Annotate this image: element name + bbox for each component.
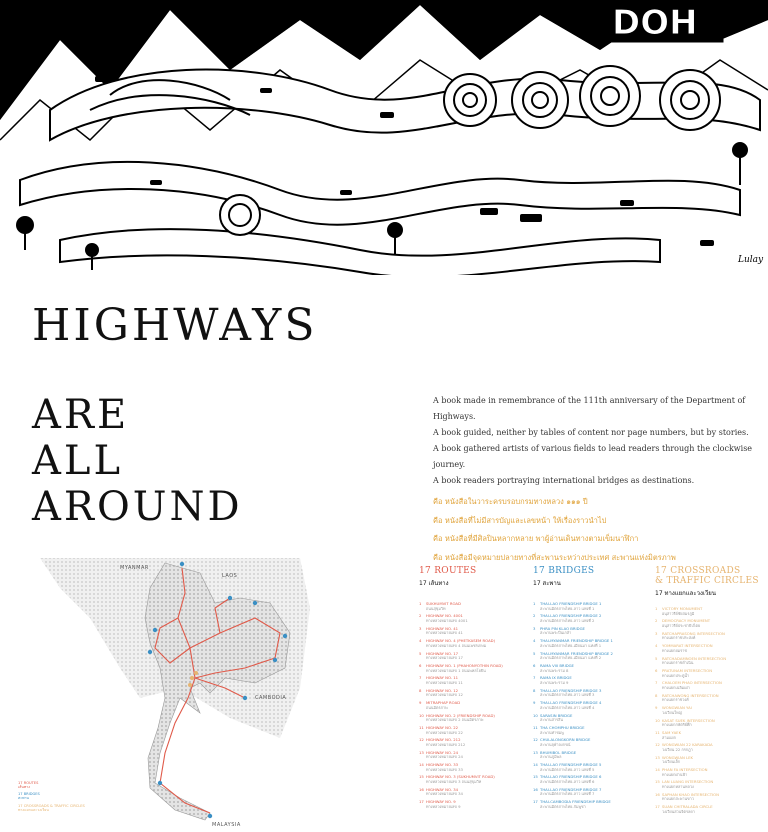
item-name-en: SAPHAN KHAO INTERSECTION: [662, 792, 719, 797]
item-name-th: ทางแยกเฉลิมเผ่า: [662, 684, 690, 690]
item-number: 8: [655, 693, 658, 698]
list-item: [419, 639, 531, 651]
item-number: 4: [419, 639, 422, 644]
item-name-th: ทางหลวงหมายเลข 2 ถนนมิตรภาพ: [426, 717, 484, 723]
item-name-th: ทางหลวงหมายเลข 11: [426, 679, 463, 685]
item-name-th: สะพานมิตรภาพไทย-ลาว แห่งที่ 4: [540, 704, 595, 710]
country-label-cambodia: CAMBODIA: [255, 695, 287, 701]
legend-crossroads-en: 17 CROSSROADS & TRAFFIC CIRCLES: [18, 804, 85, 808]
item-number: 6: [533, 663, 536, 668]
description-en-4: A book readers portraying international bridges as destinations.: [433, 476, 695, 485]
list-item: [655, 780, 767, 792]
item-name-en: BHUMIBOL BRIDGE: [540, 750, 577, 755]
list-item: [655, 644, 767, 656]
list-item: [419, 701, 531, 713]
item-name-en: HIGHWAY NO. 212: [426, 738, 461, 743]
item-name-th: ทางหลวงหมายเลข 12: [426, 692, 463, 698]
list-item: [533, 726, 645, 738]
item-number: 17: [419, 800, 424, 805]
legend-bridges: [18, 792, 40, 800]
item-number: 11: [419, 725, 424, 730]
description-th-3: คือ หนังสือที่มีศิลปินหลากหลาย พาผู้อ่านเดินทางตามเข็มนาฬิกา: [433, 534, 639, 543]
item-number: 5: [655, 656, 658, 661]
item-number: 11: [533, 725, 538, 730]
bridges-column: [533, 566, 645, 813]
list-item: [419, 676, 531, 688]
item-name-th: ทางแยกราชดำเนิน: [662, 660, 694, 666]
list-item: [419, 689, 531, 701]
item-name-th: ทางหลวงหมายเลข 3 ถนนสุขุมวิท: [426, 779, 482, 785]
item-name-th: ทางแยกราชประสงค์: [662, 635, 696, 641]
item-number: 15: [533, 775, 538, 780]
list-item: [533, 751, 645, 763]
list-item: [419, 652, 531, 664]
item-name-en: RAMA VIII BRIDGE: [540, 663, 574, 668]
item-name-en: SUAN CHITRALADA CIRCLE: [662, 805, 713, 810]
item-name-th: สะพานท่าชมพู: [540, 729, 564, 735]
list-item: [655, 756, 767, 768]
item-name-th: วงเวียนเล็ก: [662, 759, 681, 765]
item-number: 12: [533, 738, 538, 743]
list-item: [419, 664, 531, 676]
list-item: [655, 768, 767, 780]
title-line-all: ALL: [32, 438, 124, 484]
item-number: 3: [419, 626, 422, 631]
item-number: 16: [655, 792, 660, 797]
list-item: [533, 738, 645, 750]
item-name-th: ทางหลวงหมายเลข 17: [426, 655, 463, 661]
item-name-en: PHAN FA INTERSECTION: [662, 768, 708, 773]
item-name-en: RAMA IX BRIDGE: [540, 676, 572, 681]
crossroads-subheading: 17 ทางแยกและวงเวียน: [655, 590, 716, 597]
item-name-en: THAI-LAO FRIENDSHIP BRIDGE 3: [540, 688, 602, 693]
item-name-th: สามแยก: [662, 734, 676, 740]
item-name-en: HIGHWAY NO. 2 (FRIENDSHIP ROAD): [426, 713, 495, 718]
item-name-th: ทางหลวงหมายเลข 212: [426, 741, 466, 747]
bridges-list: [533, 602, 645, 813]
item-name-en: RATCHAPRASONG INTERSECTION: [662, 631, 725, 636]
item-number: 2: [655, 619, 658, 624]
item-number: 17: [655, 805, 660, 810]
thailand-route-map: [0, 548, 380, 828]
item-name-th: สะพานพระปิ่นเกล้า: [540, 630, 572, 636]
item-name-en: HIGHWAY NO. 1 (PHAHONYOTHIN ROAD): [426, 663, 503, 668]
item-name-en: WONGWIAN YAI: [662, 706, 692, 711]
item-name-th: สะพานมิตรภาพไทย-ลาว แห่งที่ 1: [540, 605, 595, 611]
item-name-th: ทางแยกประตูน้ำ: [662, 672, 690, 678]
item-name-th: ทางหลวงหมายเลข 4 ถนนเพชรเกษม: [426, 642, 487, 648]
item-number: 14: [533, 763, 538, 768]
list-item: [419, 714, 531, 726]
item-name-th: สะพานมิตรภาพไทย-ลาว แห่งที่ 6: [540, 779, 595, 785]
legend-crossroads-th: ทางแยกและวงเวียน: [18, 808, 49, 813]
item-name-en: KASAT SUEK INTERSECTION: [662, 718, 715, 723]
routes-column: [419, 566, 531, 813]
country-label-laos: LAOS: [222, 573, 238, 579]
list-item: [655, 681, 767, 693]
item-name-th: สะพานมิตรภาพไทย-กัมพูชา: [540, 803, 586, 809]
description-en-2: A book guided, neither by tables of content nor page numbers, but by stories.: [433, 428, 749, 437]
list-item: [655, 706, 767, 718]
item-number: 3: [655, 631, 658, 636]
item-name-th: ทางหลวงหมายเลข 1 ถนนพหลโยธิน: [426, 667, 486, 673]
item-name-th: สะพานจุฬาลงกรณ์: [540, 741, 571, 747]
list-item: [655, 793, 767, 805]
item-number: 10: [419, 713, 424, 718]
legend-routes-th: เส้นทาง: [18, 785, 31, 790]
item-name-th: สะพานมิตรภาพไทย-ลาว แห่งที่ 5: [540, 766, 595, 772]
routes-list: [419, 602, 531, 813]
item-number: 13: [533, 750, 538, 755]
item-name-en: HIGHWAY NO. 41: [426, 626, 459, 631]
item-name-en: SUKHUMVIT ROAD: [426, 602, 461, 606]
title-line-around: AROUND: [32, 484, 243, 530]
book-description: [433, 393, 763, 567]
item-name-th: ทางหลวงหมายเลข 22: [426, 729, 463, 735]
routes-subheading: 17 เส้นทาง: [419, 580, 449, 587]
item-name-en: MITRAPHAP ROAD: [426, 701, 461, 706]
item-number: 17: [533, 800, 538, 805]
list-item: [655, 743, 767, 755]
item-number: 2: [419, 614, 422, 619]
item-name-en: RATCHADAMNOEN INTERSECTION: [662, 656, 727, 661]
item-name-th: ถนนสุขุมวิท: [426, 605, 446, 611]
item-name-th: ทางแยกสะพานขาว: [662, 796, 694, 802]
item-name-en: HIGHWAY NO. 4001: [426, 614, 463, 619]
title-are-all-around: [32, 392, 243, 530]
item-name-en: HIGHWAY NO. 22: [426, 725, 459, 730]
item-number: 14: [655, 768, 660, 773]
item-name-en: HIGHWAY NO. 11: [426, 676, 459, 681]
crossroads-heading: [655, 566, 767, 586]
item-name-th: ทางหลวงหมายเลข 4001: [426, 617, 468, 623]
item-name-th: วงเวียนใหญ่: [662, 709, 682, 715]
item-name-en: THAI-LAO FRIENDSHIP BRIDGE 4: [540, 701, 602, 706]
item-number: 14: [419, 763, 424, 768]
item-number: 16: [533, 787, 538, 792]
item-name-en: LAN LUANG INTERSECTION: [662, 780, 714, 785]
item-name-en: THAI-LAO FRIENDSHIP BRIDGE 2: [540, 614, 602, 619]
bridges-heading: 17 BRIDGES: [533, 566, 595, 576]
list-item: [419, 726, 531, 738]
item-name-th: อนุสาวรีย์ประชาธิปไตย: [662, 622, 701, 628]
item-number: 9: [533, 701, 536, 706]
list-item: [655, 657, 767, 669]
item-number: 13: [655, 755, 660, 760]
item-name-en: HIGHWAY NO. 34: [426, 787, 459, 792]
description-en-3: A book gathered artists of various fields to lead readers through the clockwise journey.: [433, 444, 753, 469]
item-name-th: ทางหลวงหมายเลข 33: [426, 766, 463, 772]
item-name-th: สะพานมิตรภาพไทย-ลาว แห่งที่ 2: [540, 617, 595, 623]
list-item: [533, 664, 645, 676]
item-name-th: ทางแยกผ่านฟ้า: [662, 771, 688, 777]
item-name-en: THA CHOMPHU BRIDGE: [540, 725, 585, 730]
legend-bridges-th: สะพาน: [18, 796, 29, 801]
crossroads-column: [655, 566, 767, 818]
country-label-myanmar: MYANMAR: [120, 565, 149, 571]
item-name-en: DEMOCRACY MONUMENT: [662, 619, 711, 624]
item-name-en: THAI-LAO FRIENDSHIP BRIDGE 1: [540, 602, 602, 606]
item-name-en: HIGHWAY NO. 12: [426, 688, 459, 693]
item-name-en: CHALOEM PHAO INTERSECTION: [662, 681, 722, 686]
item-number: 13: [419, 750, 424, 755]
item-name-en: HIGHWAY NO. 33: [426, 763, 459, 768]
list-item: [533, 639, 645, 651]
item-name-th: วงเวียน 22 กรกฎา: [662, 746, 693, 752]
list-item: [533, 614, 645, 626]
list-item: [533, 800, 645, 812]
list-item: [655, 731, 767, 743]
item-name-th: ทางหลวงหมายเลข 34: [426, 791, 463, 797]
item-number: 1: [533, 602, 536, 606]
item-name-en: THAI-LAO FRIENDSHIP BRIDGE 7: [540, 787, 602, 792]
list-item: [533, 676, 645, 688]
item-number: 4: [533, 639, 536, 644]
item-name-th: สะพานภูมิพล: [540, 754, 562, 760]
item-name-th: ทางแยกราชวงศ์: [662, 697, 689, 703]
legend-routes: [18, 781, 38, 789]
list-item: [533, 763, 645, 775]
item-name-en: THAI-MYANMAR FRIENDSHIP BRIDGE 2: [540, 651, 613, 656]
item-number: 16: [419, 787, 424, 792]
legend-routes-en: 17 ROUTES: [18, 781, 39, 785]
item-name-en: PRATUNAM INTERSECTION: [662, 668, 713, 673]
country-label-malaysia: MALAYSIA: [212, 822, 241, 828]
item-name-en: WONGWIAN 22 KARAKADA: [662, 743, 713, 748]
title-highways: HIGHWAYS: [32, 300, 318, 351]
item-name-th: ทางหลวงหมายเลข 41: [426, 630, 463, 636]
item-name-en: HIGHWAY NO. 4 (PHETKASEM ROAD): [426, 639, 496, 644]
item-number: 8: [419, 688, 422, 693]
item-name-en: SAM YAEK: [662, 730, 682, 735]
list-item: [419, 602, 531, 614]
item-name-en: PHRA PIN KLAO BRIDGE: [540, 626, 585, 631]
item-number: 12: [419, 738, 424, 743]
item-name-th: สะพานพระราม 8: [540, 667, 569, 673]
item-number: 7: [533, 676, 536, 681]
list-item: [533, 689, 645, 701]
item-number: 7: [419, 676, 422, 681]
item-name-en: HIGHWAY NO. 9: [426, 800, 456, 805]
item-name-en: RATCHAWONG INTERSECTION: [662, 693, 719, 698]
description-th-2: คือ หนังสือที่ไม่มีสารบัญและเลขหน้า ให้เรื่องราวนำไป: [433, 515, 607, 525]
item-name-th: ทางหลวงหมายเลข 24: [426, 754, 463, 760]
item-name-th: ทางแยกยมราช: [662, 647, 687, 653]
item-number: 15: [655, 780, 660, 785]
item-name-th: ทางหลวงหมายเลข 9: [426, 803, 461, 809]
item-number: 5: [419, 651, 422, 656]
list-item: [419, 751, 531, 763]
highway-illustration: [0, 0, 768, 275]
item-name-th: สะพานมิตรภาพไทย-ลาว แห่งที่ 7: [540, 791, 595, 797]
legend-crossroads: [18, 804, 85, 812]
item-name-en: WONGWIAN LEK: [662, 755, 694, 760]
description-th-1: คือ หนังสือในวาระครบรอบกรมทางหลวง ๑๑๑ ปี: [433, 497, 588, 506]
item-number: 1: [419, 602, 422, 606]
item-name-en: THAI-CAMBODIA FRIENDSHIP BRIDGE: [540, 800, 611, 805]
crossroads-heading-line1: 17 CROSSROADS: [655, 566, 741, 576]
title-line-are: ARE: [32, 392, 130, 438]
item-name-en: THAI-LAO FRIENDSHIP BRIDGE 6: [540, 775, 602, 780]
list-item: [655, 805, 767, 817]
item-number: 11: [655, 730, 660, 735]
list-item: [533, 652, 645, 664]
highway-illustration-art: [0, 0, 768, 275]
list-item: [655, 607, 767, 619]
item-number: 1: [655, 607, 658, 611]
item-number: 2: [533, 614, 536, 619]
item-name-th: สะพานสารสิน: [540, 717, 563, 723]
routes-heading: 17 ROUTES: [419, 566, 477, 576]
list-item: [533, 788, 645, 800]
description-th-4: คือ หนังสือมีจุดหมายปลายทางที่สะพานระหว่างประเทศ สะพานแห่งมิตรภาพ: [433, 552, 676, 562]
list-item: [655, 719, 767, 731]
list-item: [533, 701, 645, 713]
list-item: [655, 632, 767, 644]
item-name-th: ถนนมิตรภาพ: [426, 704, 448, 710]
item-number: 10: [533, 713, 538, 718]
list-item: [419, 775, 531, 787]
item-name-en: THAI-MYANMAR FRIENDSHIP BRIDGE 1: [540, 639, 613, 644]
item-name-en: VICTORY MONUMENT: [662, 607, 703, 611]
item-number: 9: [655, 706, 658, 711]
item-name-th: อนุสาวรีย์ชัยสมรภูมิ: [662, 610, 695, 616]
item-name-th: วงเวียนสวนจิตรลดา: [662, 808, 695, 814]
item-name-en: CHULALONGKORN BRIDGE: [540, 738, 591, 743]
item-number: 6: [655, 668, 658, 673]
item-number: 3: [533, 626, 536, 631]
doh-sign: DOH: [612, 3, 698, 43]
item-number: 8: [533, 688, 536, 693]
description-en-1: A book made in remembrance of the 111th anniversary of the Department of Highways.: [433, 396, 746, 421]
route-map-art: [0, 548, 380, 828]
item-number: 4: [655, 644, 658, 649]
list-item: [533, 627, 645, 639]
item-name-en: THAI-LAO FRIENDSHIP BRIDGE 5: [540, 763, 602, 768]
list-item: [655, 619, 767, 631]
item-number: 5: [533, 651, 536, 656]
legend-bridges-en: 17 BRIDGES: [18, 792, 40, 796]
item-name-en: SARASIN BRIDGE: [540, 713, 573, 718]
list-item: [419, 800, 531, 812]
list-item: [419, 738, 531, 750]
artist-signature: Lulay: [738, 255, 764, 265]
item-name-th: ทางแยกกษัตริย์ศึก: [662, 722, 692, 728]
item-name-th: ทางแยกหลานหลวง: [662, 784, 694, 790]
item-number: 15: [419, 775, 424, 780]
item-number: 12: [655, 743, 660, 748]
item-name-en: YOMMARAT INTERSECTION: [662, 644, 713, 649]
item-number: 7: [655, 681, 658, 686]
list-item: [419, 614, 531, 626]
item-name-th: สะพานพระราม 9: [540, 679, 569, 685]
item-name-en: HIGHWAY NO. 3 (SUKHUMVIT ROAD): [426, 775, 495, 780]
item-number: 6: [419, 663, 422, 668]
list-item: [533, 602, 645, 614]
item-number: 9: [419, 701, 422, 706]
list-item: [419, 627, 531, 639]
list-item: [419, 763, 531, 775]
item-name-th: สะพานมิตรภาพไทย-เมียนมา แห่งที่ 1: [540, 642, 602, 648]
list-item: [533, 775, 645, 787]
item-name-th: สะพานมิตรภาพไทย-ลาว แห่งที่ 3: [540, 692, 595, 698]
item-name-th: สะพานมิตรภาพไทย-เมียนมา แห่งที่ 2: [540, 655, 602, 661]
list-item: [419, 788, 531, 800]
item-name-en: HIGHWAY NO. 17: [426, 651, 459, 656]
crossroads-list: [655, 607, 767, 818]
item-name-en: HIGHWAY NO. 24: [426, 750, 459, 755]
item-number: 10: [655, 718, 660, 723]
bridges-subheading: 17 สะพาน: [533, 580, 561, 587]
list-item: [655, 694, 767, 706]
list-item: [533, 714, 645, 726]
crossroads-heading-line2: & TRAFFIC CIRCLES: [655, 576, 759, 586]
list-item: [655, 669, 767, 681]
